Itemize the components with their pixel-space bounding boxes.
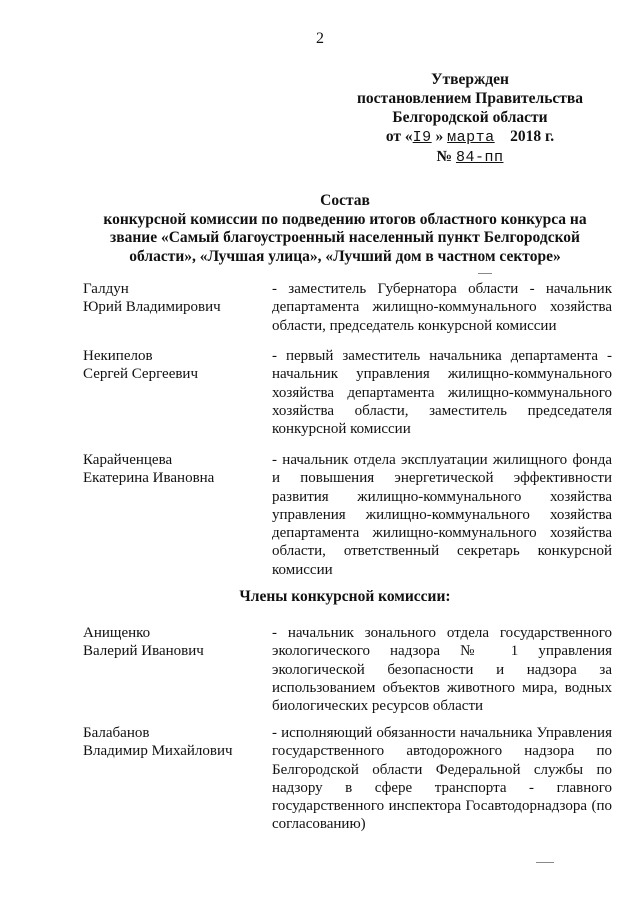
members-heading: Члены конкурсной комиссии: [239, 588, 451, 605]
approval-stamp [330, 70, 610, 167]
member-role: - заместитель Губернатора области - начальник департамента жилищно-коммунального хозяйства области, председатель конкурсной комиссии [272, 281, 612, 334]
member-role: - исполняющий обязанности начальника Управления государственного автодорожного надзора по Белгородской области Федеральной службы по надзору в сфере транспорта - главного государственного инспектора Госавтодорнадзора (по согласованию) [272, 725, 612, 833]
member-role: - начальник отдела эксплуатации жилищного фонда и повышения энергетической эффективности развития жилищно-коммунального хозяйства управления жилищно-коммунального хозяйства департамента жилищно-коммунального хозяйства области, ответственный секретарь конкурсной комиссии [272, 452, 612, 578]
member-given-name: Владимир Михайлович [83, 743, 233, 760]
member-name [83, 280, 263, 317]
approval-line-2: постановлением Правительства [356, 90, 584, 107]
number-prefix: № [436, 148, 453, 165]
number-value: 84-пп [455, 149, 504, 166]
heading-line-4: области», «Лучшая улица», «Лучший дом в частном секторе» [129, 247, 561, 265]
member-name [83, 347, 263, 384]
member-name [83, 451, 263, 488]
member-surname: Анищенко [83, 625, 151, 641]
member-role: - первый заместитель начальника департамента - начальник управления жилищно-коммунального хозяйства департамента жилищно-коммунального хозяйства области, заместитель председателя конкурсной комиссии [272, 348, 612, 438]
member-name [83, 724, 263, 761]
date-prefix: от « [385, 128, 413, 145]
heading-title: Состав [320, 192, 370, 209]
member-surname: Балабанов [83, 725, 150, 741]
approval-date [330, 127, 610, 147]
date-year: 2018 г. [510, 128, 555, 145]
heading-line-2: конкурсной комиссии по подведению итогов областного конкурса на [103, 210, 587, 228]
member-role: - начальник зонального отдела государственного экологического надзора № 1 управления экологической безопасности и надзора за использованием объектов животного мира, водных биологических ресурсов области [272, 625, 612, 715]
scan-speck [478, 273, 492, 274]
member-given-name: Сергей Сергеевич [83, 366, 199, 383]
heading-line-3: звание «Самый благоустроенный населенный пункт Белгородской [109, 229, 580, 246]
member-name [83, 624, 263, 661]
date-mid: » [435, 128, 444, 145]
member-given-name: Юрий Владимирович [83, 299, 221, 316]
approval-number [330, 147, 610, 167]
document-heading [60, 192, 630, 266]
approval-line-3: Белгородской области [392, 109, 548, 126]
date-day: I9 [412, 129, 432, 146]
date-month: марта [447, 129, 495, 146]
member-given-name: Екатерина Ивановна [83, 470, 215, 487]
page-number: 2 [316, 30, 324, 47]
member-given-name: Валерий Иванович [83, 643, 204, 660]
member-surname: Некипелов [83, 348, 153, 364]
scan-speck [536, 862, 554, 863]
approval-line-1: Утвержден [431, 71, 509, 88]
member-surname: Галдун [83, 281, 129, 297]
member-surname: Карайченцева [83, 452, 173, 468]
